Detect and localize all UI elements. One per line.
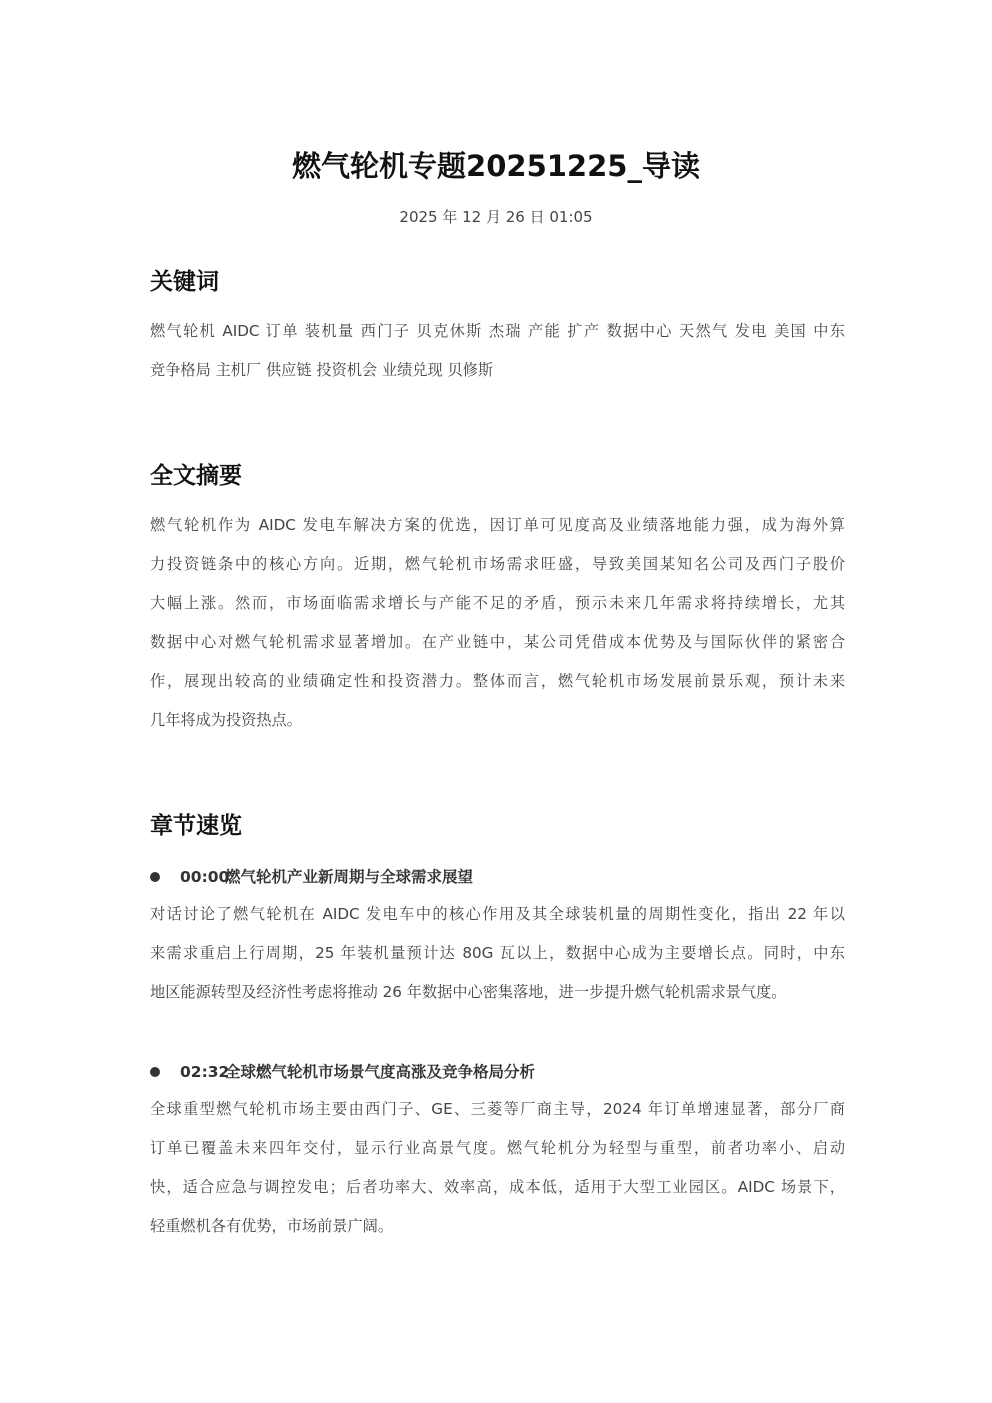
chapter-title: 全球燃气轮机市场景气度高涨及竞争格局分析 [225,1063,536,1081]
chapter-line: 地区能源转型及经济性考虑将推动 26 年数据中心密集落地，进一步提升燃气轮机需求景气度。 [150,983,787,1001]
summary-line: 燃气轮机作为 AIDC 发电车解决方案的优选，因订单可见度高及业绩落地能力强，成为海外算 [150,516,845,534]
chapter-text [150,1090,845,1246]
chapter-time: 02:32 [180,1063,230,1081]
summary-line: 数据中心对燃气轮机需求显著增加。在产业链中，某公司凭借成本优势及与国际伙伴的紧密合 [150,633,845,651]
document-title: 燃气轮机专题20251225_导读 [292,149,700,183]
chapter-text [150,895,845,1012]
keywords-line: 竞争格局 主机厂 供应链 投资机会 业绩兑现 贝修斯 [150,361,494,379]
chapters-heading: 章节速览 [150,813,242,839]
keywords-line: 燃气轮机 AIDC 订单 装机量 西门子 贝克休斯 杰瑞 产能 扩产 数据中心 天然气 发电 美国 中东 [150,322,845,340]
bullet-icon [150,1067,160,1077]
summary-line: 几年将成为投资热点。 [150,711,302,729]
summary-line: 大幅上涨。然而，市场面临需求增长与产能不足的矛盾，预示未来几年需求将持续增长，尤其 [150,594,845,612]
chapter-line: 全球重型燃气轮机市场主要由西门子、GE、三菱等厂商主导，2024 年订单增速显著，部分厂商 [150,1100,845,1118]
summary-line: 力投资链条中的核心方向。近期，燃气轮机市场需求旺盛，导致美国某知名公司及西门子股价 [150,555,845,573]
chapter-line: 来需求重启上行周期，25 年装机量预计达 80G 瓦以上，数据中心成为主要增长点。同时，中东 [150,944,845,962]
document-date: 2025 年 12 月 26 日 01:05 [399,208,593,226]
keywords-heading: 关键词 [150,269,219,295]
chapter-line: 快，适合应急与调控发电；后者功率大、效率高，成本低，适用于大型工业园区。AIDC 场景下， [150,1178,845,1196]
chapter-title: 燃气轮机产业新周期与全球需求展望 [225,868,474,886]
chapter-line: 轻重燃机各有优势，市场前景广阔。 [150,1217,393,1235]
summary-text [150,506,845,740]
bullet-icon [150,872,160,882]
chapter-time: 00:00 [180,868,230,886]
summary-line: 作，展现出较高的业绩确定性和投资潜力。整体而言，燃气轮机市场发展前景乐观，预计未来 [150,672,845,690]
chapter-line: 订单已覆盖未来四年交付，显示行业高景气度。燃气轮机分为轻型与重型，前者功率小、启动 [150,1139,845,1157]
summary-heading: 全文摘要 [150,463,242,489]
keywords-text [150,312,845,390]
chapter-line: 对话讨论了燃气轮机在 AIDC 发电车中的核心作用及其全球装机量的周期性变化，指出 22 年以 [150,905,845,923]
